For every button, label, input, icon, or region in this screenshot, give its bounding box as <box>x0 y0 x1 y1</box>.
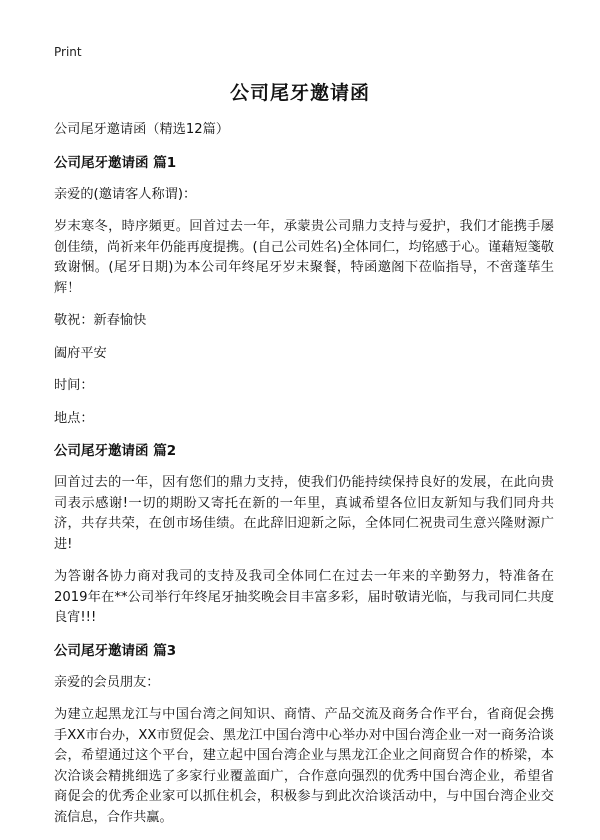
section-2 <box>54 441 554 629</box>
section-heading: 公司尾牙邀请函 篇2 <box>54 443 177 459</box>
body-paragraph: 为答谢各协力商对我司的支持及我司全体同仁在过去一年来的辛勤努力，特准备在2019年在**公司举行年终尾牙抽奖晚会目丰富多彩，届时敬请光临，与我司同仁共度良宵!!! <box>54 569 554 625</box>
document-content <box>54 120 554 840</box>
section-3 <box>54 641 554 829</box>
salutation: 亲爱的会员朋友： <box>54 674 160 690</box>
location-line: 地点： <box>54 410 94 426</box>
section-heading: 公司尾牙邀请函 篇1 <box>54 154 177 171</box>
document-title: 公司尾牙邀请函 <box>229 82 370 104</box>
body-paragraph: 回首过去的一年，因有您们的鼎力支持，使我们仍能持续保持良好的发展，在此向贵司表示感谢!一切的期盼又寄托在新的一年里，真诚希望各位旧友新知与我们同舟共济，共存共荣，在创市场佳绩。在此辞旧迎新之际，全体同仁祝贵司生意兴隆财源广进! <box>54 475 554 552</box>
body-paragraph: 为建立起黑龙江与中国台湾之间知识、商情、产品交流及商务合作平台，省商促会携手XX市台办，XX市贸促会、黑龙江中国台湾中心举办对中国台湾企业一对一商务洽谈会，希望通过这个平台，建立起中国台湾企业与黑龙江企业之间商贸合作的桥梁，本次洽谈会精挑细选了多家行业覆盖面广，合作意向强烈的优秀中国台湾企业，希望省商促会的优秀企业家可以抓住机会，积极参与到此次洽谈活动中，与中国台湾企业交流信息，合作共赢。 <box>54 707 554 825</box>
body-paragraph: 岁末寒冬，時序頻更。回首过去一年，承蒙贵公司鼎力支持与爱护，我们才能携手屡创佳绩，尚祈来年仍能再度提携。(自己公司姓名)全体同仁，均铭感于心。谨藉短箋敬致谢悃。(尾牙日期)为本公司年终尾牙岁末聚餐，特函邀阁下莅临指导，不啻蓬荜生辉！ <box>54 219 554 296</box>
document-subtitle: 公司尾牙邀请函（精选12篇） <box>54 122 230 137</box>
section-heading: 公司尾牙邀请函 篇3 <box>54 642 177 659</box>
salutation: 亲爱的(邀请客人称谓)： <box>54 186 197 202</box>
closing-line: 敬祝：新春愉快 <box>54 313 147 328</box>
print-label[interactable]: Print <box>54 45 82 59</box>
section-1 <box>54 153 554 430</box>
closing-line: 阖府平安 <box>54 345 107 361</box>
time-line: 时间： <box>54 378 94 393</box>
